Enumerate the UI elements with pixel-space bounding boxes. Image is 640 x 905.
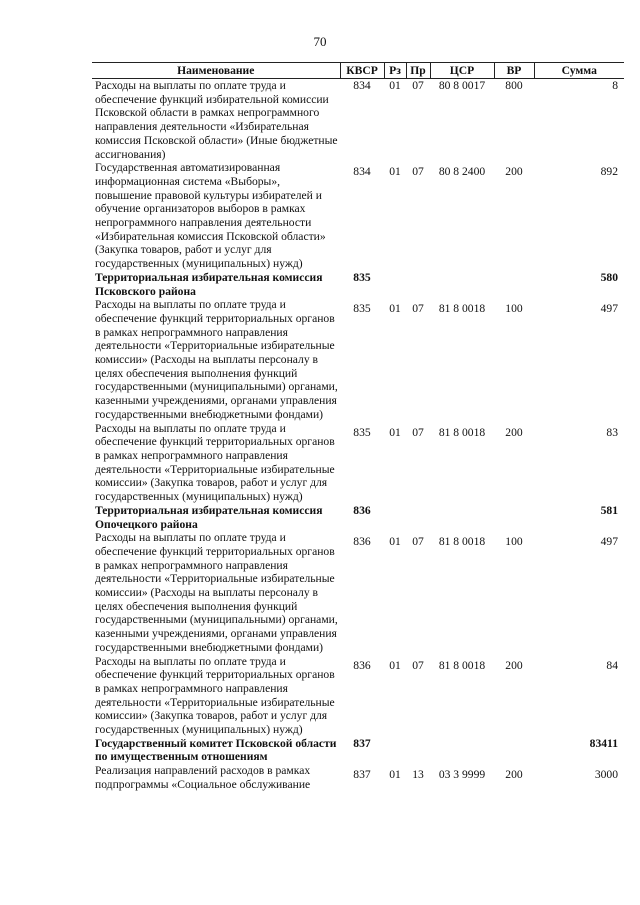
row-csr: 81 8 0018 [438,658,486,672]
row-rz: 01 [389,165,401,179]
row-rz: 01 [389,535,401,549]
table-row-group [92,737,624,764]
table-row [92,655,624,737]
row-rz: 01 [389,658,401,672]
row-vr [494,737,534,764]
row-kvsr: 837 [353,768,371,782]
row-name: Государственная автоматизированная информационная система «Выборы», повышение правовой культуры избирателей и обучение организаторов выборов в рамках непрограммного направления деятельности «Избирательная комиссия Псковской области» (Закупка товаров, работ и услуг для государственных (муниципальных) нужд) [95,161,326,271]
row-sum: 84 [606,658,618,672]
row-sum: 83411 [589,736,618,750]
row-rz [384,271,406,298]
row-vr: 200 [505,658,523,672]
row-vr: 200 [505,425,523,439]
row-sum: 580 [600,270,618,284]
row-sum: 497 [600,302,618,316]
row-csr: 81 8 0018 [438,535,486,549]
table-row [92,531,624,654]
row-rz: 01 [389,425,401,439]
row-kvsr: 836 [353,503,371,517]
row-pr: 07 [412,302,424,316]
row-name: Территориальная избирательная комиссия Опочецкого района [95,503,323,531]
row-kvsr: 837 [353,736,371,750]
table-row [92,422,624,504]
row-csr: 81 8 0018 [438,302,486,316]
row-csr: 80 8 0017 [438,79,486,92]
row-kvsr: 836 [353,535,371,549]
row-csr: 03 3 9999 [438,768,486,782]
table-row [92,161,624,271]
header-rz: Рз [384,63,406,79]
row-pr: 13 [412,768,424,782]
row-rz: 01 [389,302,401,316]
header-name: Наименование [92,63,340,79]
row-sum: 83 [606,425,618,439]
row-kvsr: 834 [353,165,371,179]
row-csr: 81 8 0018 [438,425,486,439]
row-vr [494,504,534,531]
row-pr [406,271,430,298]
row-pr: 07 [412,658,424,672]
row-kvsr: 835 [353,425,371,439]
row-csr [430,737,494,764]
table-row [92,764,624,791]
row-sum: 581 [600,503,618,517]
header-kvsr: КВСР [340,63,384,79]
row-sum: 8 [612,79,618,92]
header-pr: Пр [406,63,430,79]
row-pr: 07 [412,165,424,179]
budget-table [92,62,624,792]
row-kvsr: 835 [353,302,371,316]
row-name: Расходы на выплаты по оплате труда и обеспечение функций территориальных органов в рамках непрограммного направления деятельности «Территориальные избирательные комиссии» (Закупка товаров, работ и услуг для государственных (муниципальных) нужд) [95,421,335,504]
row-name: Территориальная избирательная комиссия Псковского района [95,270,323,298]
row-vr [494,271,534,298]
row-vr: 100 [505,302,523,316]
row-pr: 07 [412,79,424,92]
row-name: Расходы на выплаты по оплате труда и обеспечение функций территориальных органов в рамках непрограммного направления деятельности «Территориальные избирательные комиссии» (Расходы на выплаты персоналу в целях обеспечения выполнения функций государственными (муниципальными) органами, казенными учреждениями, органами управления государственными внебюджетными фондами) [95,298,338,421]
row-rz [384,504,406,531]
row-csr [430,271,494,298]
header-vr: ВР [494,63,534,79]
row-sum: 892 [600,165,618,179]
table-row-group [92,271,624,298]
table-body [92,79,624,792]
row-name: Расходы на выплаты по оплате труда и обеспечение функций территориальных органов в рамках непрограммного направления деятельности «Территориальные избирательные комиссии» (Закупка товаров, работ и услуг для государственных (муниципальных) нужд) [95,654,335,737]
row-name: Реализация направлений расходов в рамках подпрограммы «Социальное обслуживание [95,764,311,791]
header-sum: Сумма [534,63,624,79]
row-rz [384,737,406,764]
row-name: Расходы на выплаты по оплате труда и обеспечение функций территориальных органов в рамках непрограммного направления деятельности «Территориальные избирательные комиссии» (Расходы на выплаты персоналу в целях обеспечения выполнения функций государственными (муниципальными) органами, казенными учреждениями, органами управления государственными внебюджетными фондами) [95,531,338,654]
row-pr [406,737,430,764]
row-rz: 01 [389,79,401,92]
table-row [92,298,624,421]
row-pr [406,504,430,531]
page-number: 70 [313,34,327,49]
row-vr: 200 [505,165,523,179]
row-sum: 3000 [594,768,618,782]
row-pr: 07 [412,425,424,439]
table-header-row [92,63,624,79]
row-kvsr: 836 [353,658,371,672]
row-vr: 200 [505,768,523,782]
row-name: Расходы на выплаты по оплате труда и обеспечение функций избирательной комиссии Псковской области в рамках непрограммного направления деятельности «Избирательная комиссия Псковской области» (Иные бюджетные ассигнования) [95,79,338,161]
row-kvsr: 834 [353,79,371,92]
header-csr: ЦСР [430,63,494,79]
row-sum: 497 [600,535,618,549]
row-vr: 800 [505,79,523,92]
table-row-group [92,504,624,531]
row-kvsr: 835 [353,270,371,284]
row-csr [430,504,494,531]
row-rz: 01 [389,768,401,782]
row-csr: 80 8 2400 [438,165,486,179]
table-row [92,79,624,162]
row-vr: 100 [505,535,523,549]
row-pr: 07 [412,535,424,549]
row-name: Государственный комитет Псковской области по имущественным отношениям [95,736,337,764]
